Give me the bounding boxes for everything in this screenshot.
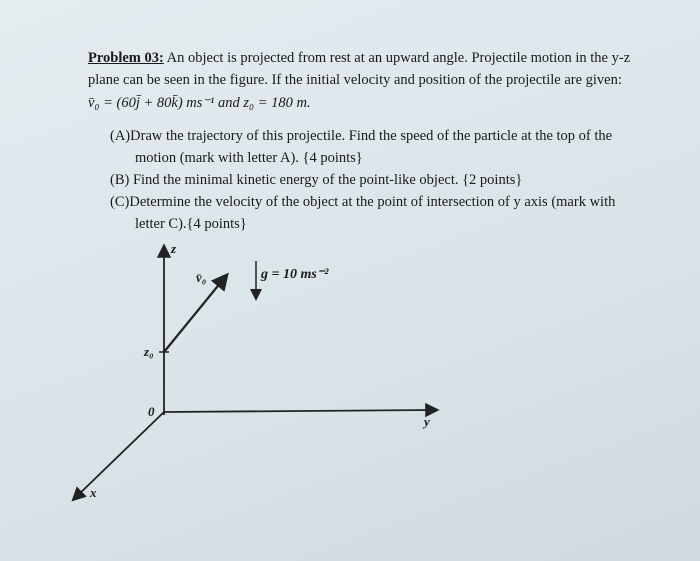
- problem-text: An object is projected from rest at an upward angle. Projectile motion in the y-z: [166, 50, 631, 66]
- problem-equation: v̄₀ = (60j̄ + 80k̄) ms⁻¹ and z₀ = 180 m.: [88, 95, 311, 111]
- question-label: (C): [110, 194, 130, 210]
- z-axis-label: z: [171, 241, 177, 256]
- question-label: (A): [110, 128, 131, 144]
- z0-label: z₀: [144, 344, 154, 359]
- question-a-cont: motion (mark with letter A). {4 points}: [135, 150, 363, 166]
- v0-arrow: [164, 276, 226, 352]
- gravity-label: g = 10 ms⁻²: [261, 267, 329, 282]
- question-text: Draw the trajectory of this projectile. Find the speed of the particle at the top of the: [130, 128, 613, 144]
- x-axis: [74, 412, 164, 499]
- problem-title: Problem 03:: [88, 50, 164, 66]
- question-text: Determine the velocity of the object at the point of intersection of y axis (mark with: [129, 194, 616, 210]
- question-text: Find the minimal kinetic energy of the point-like object. {2 points}: [132, 172, 523, 188]
- origin-label: 0: [148, 404, 155, 419]
- y-axis: [164, 410, 436, 412]
- y-axis-label: y: [424, 414, 430, 429]
- question-label: (B): [110, 172, 130, 188]
- question-c-cont: letter C).{4 points}: [135, 216, 247, 232]
- v0-label: v̄₀: [196, 270, 207, 285]
- problem-line-2: plane can be seen in the figure. If the initial velocity and position of the projectile are given:: [88, 72, 622, 88]
- x-axis-label: x: [90, 485, 97, 500]
